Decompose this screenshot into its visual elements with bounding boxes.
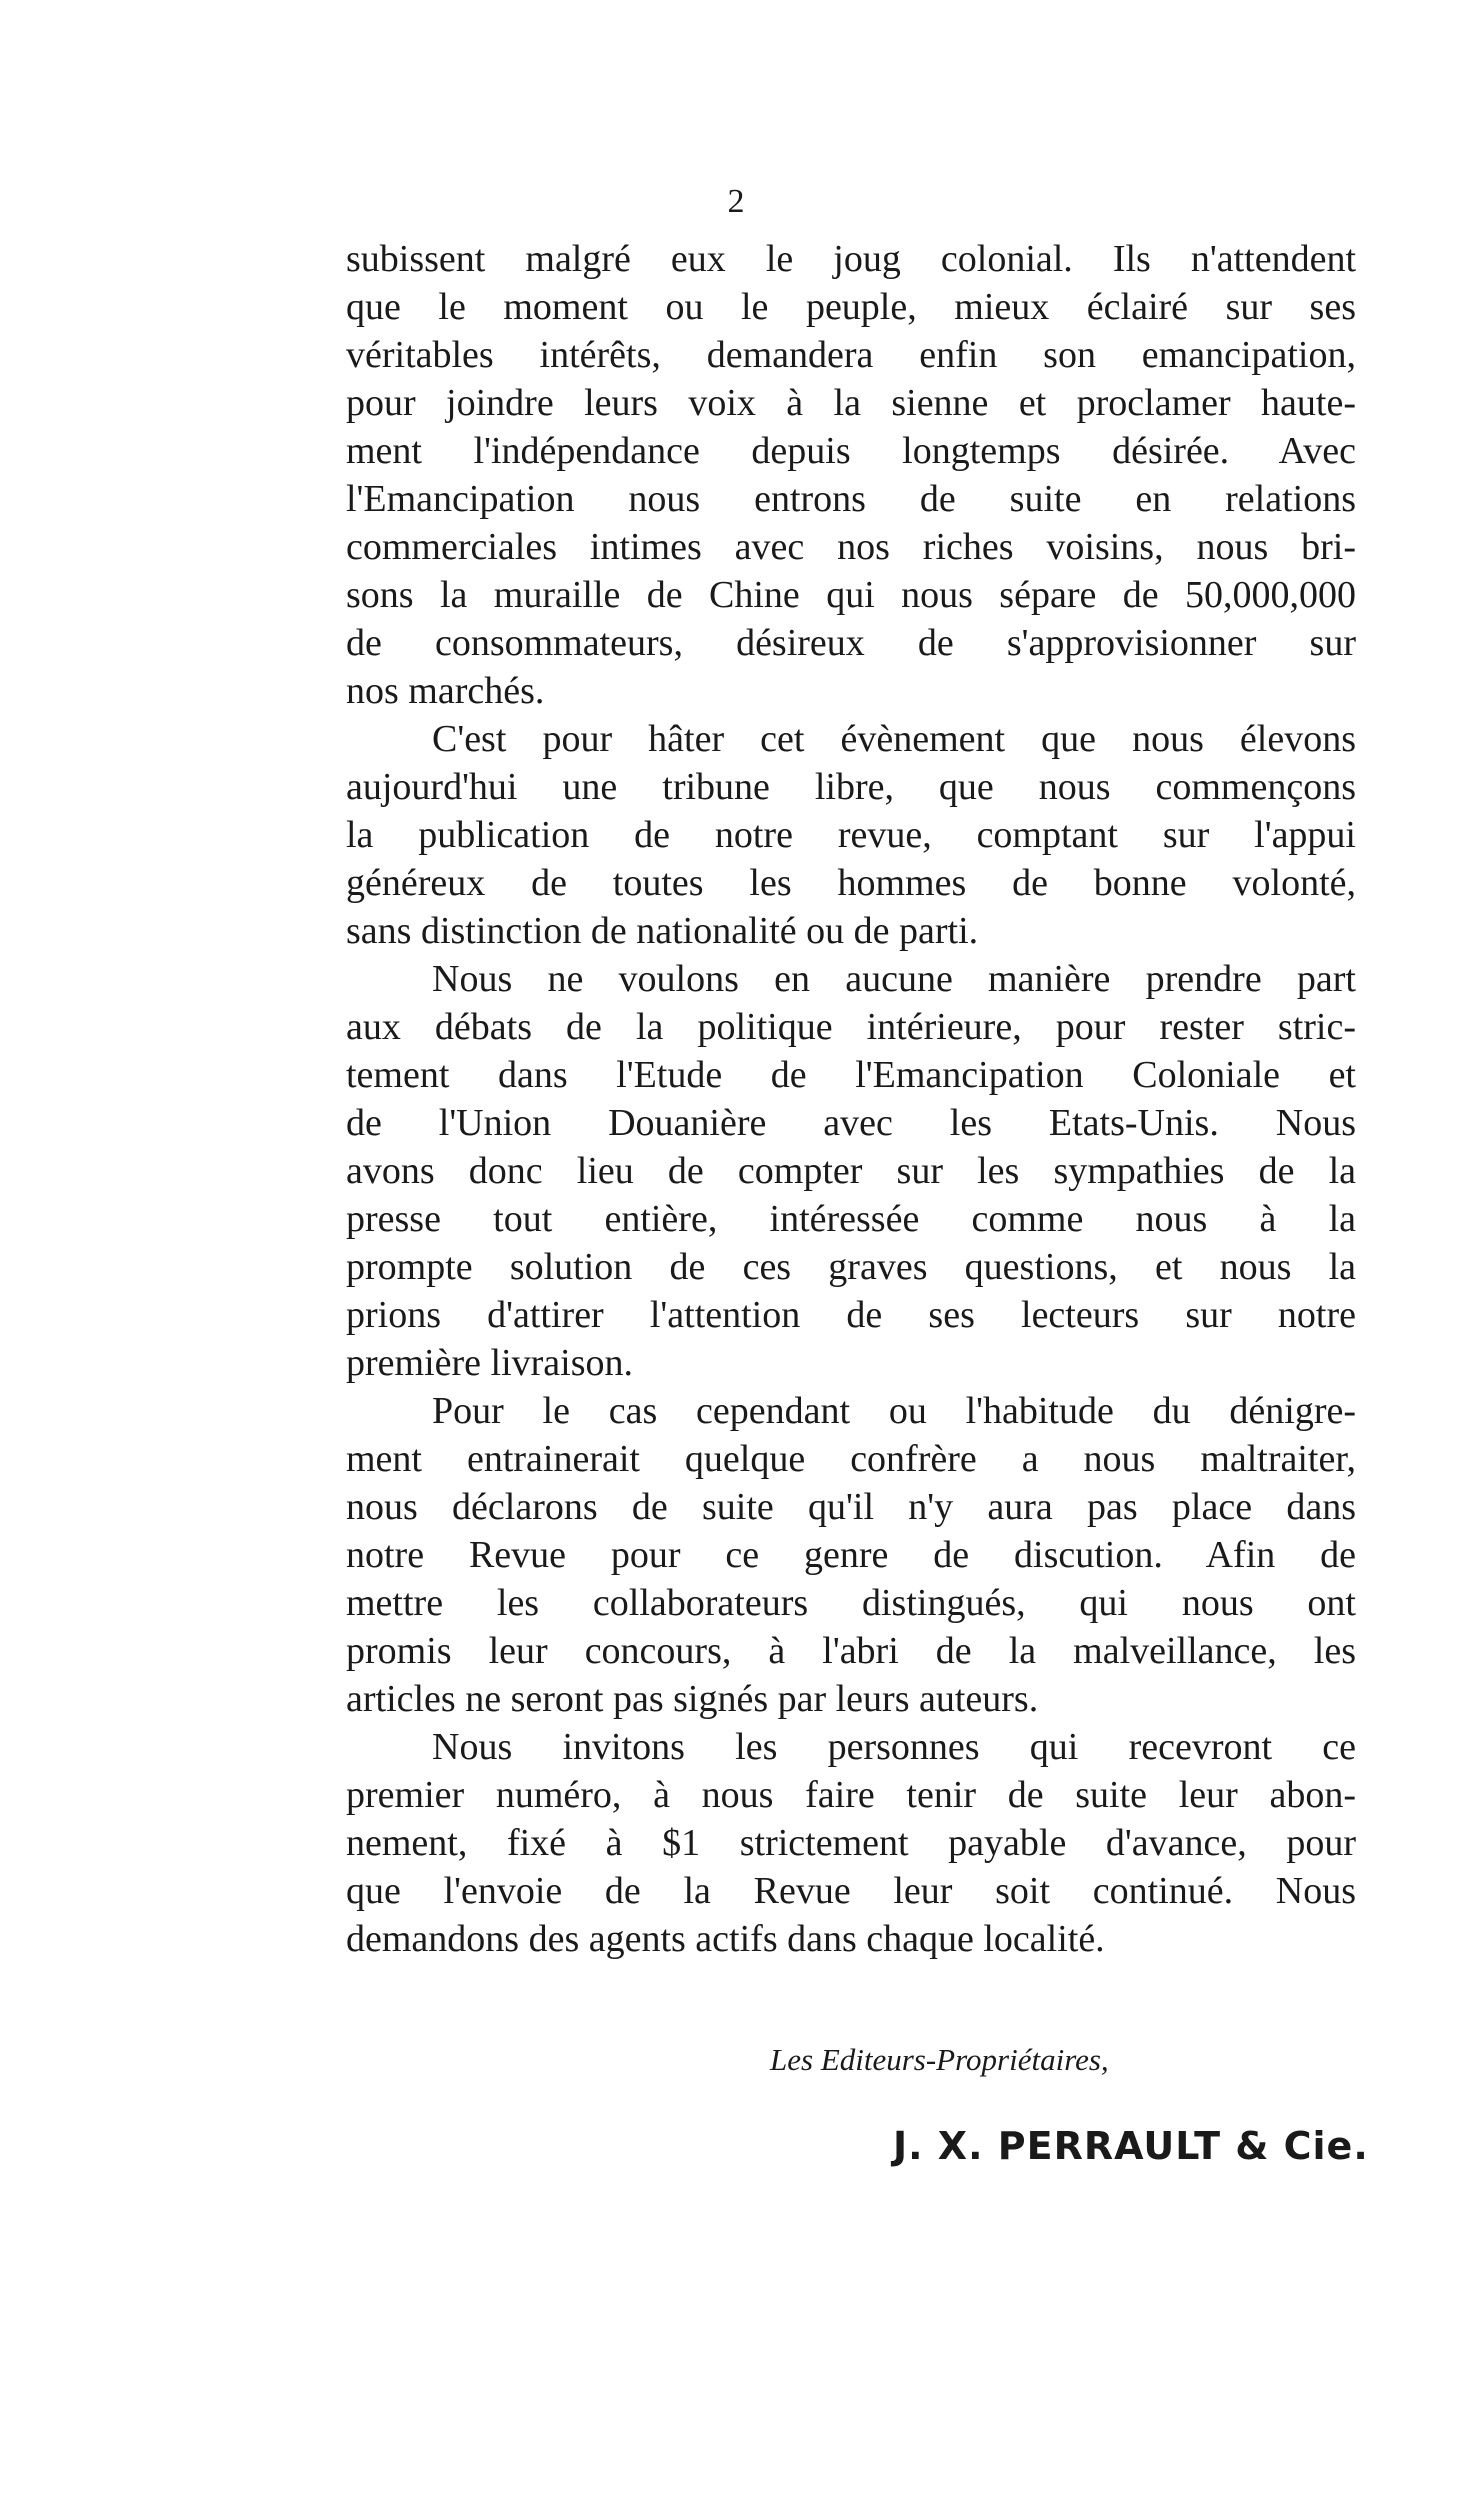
text-line: presse tout entière, intéressée comme nous à la [346,1198,1356,1240]
text-line: commerciales intimes avec nos riches voisins, nous bri- [346,526,1356,568]
text-line: mettre les collaborateurs distingués, qui nous ont [346,1582,1356,1624]
text-line: sons la muraille de Chine qui nous sépare de 50,000,000 [346,574,1356,616]
text-line: nement, fixé à $1 strictement payable d'avance, pour [346,1822,1356,1864]
text-line: pour joindre leurs voix à la sienne et proclamer haute- [346,382,1356,424]
text-line: sans distinction de nationalité ou de parti. [346,910,979,952]
text-line: ment entrainerait quelque confrère a nous maltraiter, [346,1438,1356,1480]
signature-label: Les Editeurs-Propriétaires, [770,2042,1109,2077]
text-line: avons donc lieu de compter sur les sympathies de la [346,1150,1356,1192]
text-line: aujourd'hui une tribune libre, que nous commençons [346,766,1356,808]
text-line: subissent malgré eux le joug colonial. Ils n'attendent [346,238,1356,280]
text-line: aux débats de la politique intérieure, pour rester stric- [346,1006,1356,1048]
text-line: demandons des agents actifs dans chaque localité. [346,1918,1105,1960]
text-line: que le moment ou le peuple, mieux éclairé sur ses [346,286,1356,328]
text-line: première livraison. [346,1342,634,1384]
text-line: prions d'attirer l'attention de ses lecteurs sur notre [346,1294,1356,1336]
signature-name: J. X. PERRAULT & Cie. [893,2124,1369,2168]
paragraph-start-line: Pour le cas cependant ou l'habitude du dénigre- [432,1390,1356,1432]
text-line: articles ne seront pas signés par leurs auteurs. [346,1678,1039,1720]
paragraph-start-line: Nous invitons les personnes qui recevront ce [432,1726,1356,1768]
text-line: premier numéro, à nous faire tenir de suite leur abon- [346,1774,1356,1816]
text-line: nos marchés. [346,670,545,712]
text-line: notre Revue pour ce genre de discution. Afin de [346,1534,1356,1576]
text-line: de consommateurs, désireux de s'approvisionner sur [346,622,1356,664]
text-line: de l'Union Douanière avec les Etats-Unis. Nous [346,1102,1356,1144]
text-line: prompte solution de ces graves questions, et nous la [346,1246,1356,1288]
text-line: véritables intérêts, demandera enfin son emancipation, [346,334,1356,376]
text-line: tement dans l'Etude de l'Emancipation Coloniale et [346,1054,1356,1096]
page-number: 2 [727,183,745,220]
text-line: l'Emancipation nous entrons de suite en relations [346,478,1356,520]
text-line: que l'envoie de la Revue leur soit continué. Nous [346,1870,1356,1912]
text-line: promis leur concours, à l'abri de la malveillance, les [346,1630,1356,1672]
text-line: généreux de toutes les hommes de bonne volonté, [346,862,1356,904]
paragraph-start-line: Nous ne voulons en aucune manière prendre part [432,958,1356,1000]
paragraph-start-line: C'est pour hâter cet évènement que nous élevons [432,718,1356,760]
text-line: nous déclarons de suite qu'il n'y aura pas place dans [346,1486,1356,1528]
text-line: ment l'indépendance depuis longtemps désirée. Avec [346,430,1356,472]
body-text [346,235,1356,1963]
text-line: la publication de notre revue, comptant sur l'appui [346,814,1356,856]
